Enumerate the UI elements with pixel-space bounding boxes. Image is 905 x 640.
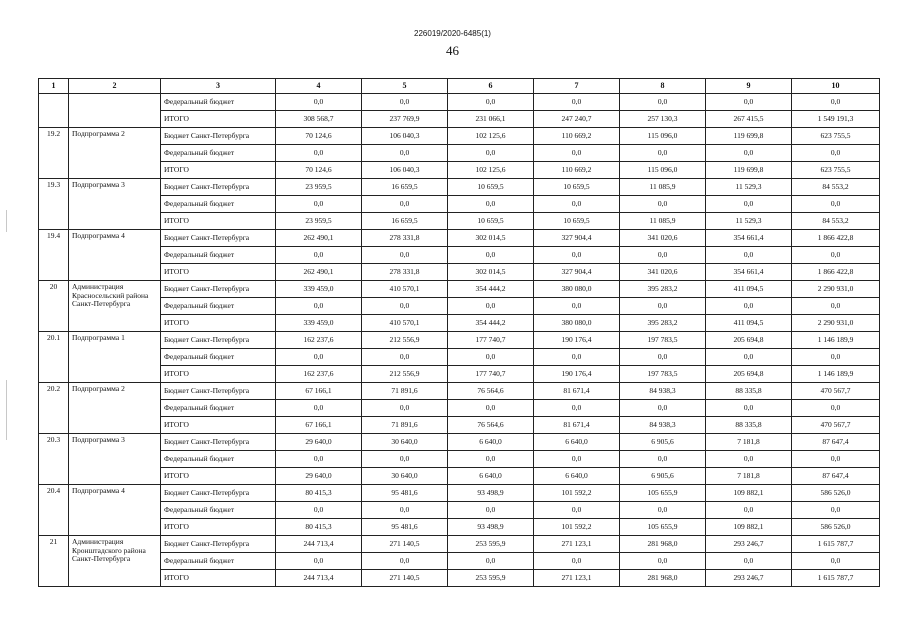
- amount-cell: 271 140,5: [362, 570, 448, 587]
- table-row: [39, 451, 880, 468]
- amount-cell: 0,0: [792, 196, 880, 213]
- table-row: [39, 553, 880, 570]
- amount-cell: 88 335,8: [706, 383, 792, 400]
- amount-cell: 10 659,5: [534, 179, 620, 196]
- amount-cell: 278 331,8: [362, 230, 448, 247]
- amount-cell: 102 125,6: [448, 128, 534, 145]
- amount-cell: 0,0: [620, 247, 706, 264]
- budget-source: Бюджет Санкт-Петербурга: [161, 179, 276, 196]
- amount-cell: 0,0: [792, 349, 880, 366]
- budget-source: Федеральный бюджет: [161, 502, 276, 519]
- table-row: [39, 366, 880, 383]
- amount-cell: 71 891,6: [362, 383, 448, 400]
- table-row: [39, 536, 880, 553]
- amount-cell: 0,0: [706, 553, 792, 570]
- amount-cell: 0,0: [276, 247, 362, 264]
- amount-cell: 84 553,2: [792, 179, 880, 196]
- table-row: [39, 502, 880, 519]
- budget-source: Бюджет Санкт-Петербурга: [161, 536, 276, 553]
- amount-cell: 0,0: [276, 196, 362, 213]
- amount-cell: 0,0: [620, 196, 706, 213]
- amount-cell: 71 891,6: [362, 417, 448, 434]
- amount-cell: 2 290 931,0: [792, 315, 880, 332]
- amount-cell: 0,0: [448, 94, 534, 111]
- table-row: [39, 247, 880, 264]
- amount-cell: 0,0: [362, 349, 448, 366]
- amount-cell: 1 615 787,7: [792, 536, 880, 553]
- amount-cell: 244 713,4: [276, 570, 362, 587]
- budget-source: Бюджет Санкт-Петербурга: [161, 383, 276, 400]
- column-header: 3: [161, 79, 276, 94]
- amount-cell: 88 335,8: [706, 417, 792, 434]
- amount-cell: 0,0: [792, 247, 880, 264]
- amount-cell: 80 415,3: [276, 485, 362, 502]
- budget-source: Федеральный бюджет: [161, 553, 276, 570]
- column-header: 5: [362, 79, 448, 94]
- budget-source: Федеральный бюджет: [161, 349, 276, 366]
- budget-source: Бюджет Санкт-Петербурга: [161, 434, 276, 451]
- budget-source: ИТОГО: [161, 162, 276, 179]
- amount-cell: 95 481,6: [362, 519, 448, 536]
- amount-cell: 253 595,9: [448, 536, 534, 553]
- budget-source: Бюджет Санкт-Петербурга: [161, 332, 276, 349]
- amount-cell: 341 020,6: [620, 264, 706, 281]
- amount-cell: 16 659,5: [362, 179, 448, 196]
- amount-cell: 0,0: [448, 298, 534, 315]
- amount-cell: 0,0: [362, 247, 448, 264]
- amount-cell: 0,0: [534, 502, 620, 519]
- budget-source: ИТОГО: [161, 315, 276, 332]
- amount-cell: 0,0: [706, 298, 792, 315]
- amount-cell: 109 882,1: [706, 519, 792, 536]
- budget-source: ИТОГО: [161, 417, 276, 434]
- amount-cell: 30 640,0: [362, 468, 448, 485]
- amount-cell: 80 415,3: [276, 519, 362, 536]
- amount-cell: 0,0: [362, 298, 448, 315]
- amount-cell: 253 595,9: [448, 570, 534, 587]
- budget-source: Федеральный бюджет: [161, 94, 276, 111]
- amount-cell: 0,0: [276, 298, 362, 315]
- row-number: 20.2: [39, 383, 69, 434]
- amount-cell: 0,0: [448, 553, 534, 570]
- table-row: [39, 315, 880, 332]
- amount-cell: 0,0: [276, 145, 362, 162]
- amount-cell: 70 124,6: [276, 128, 362, 145]
- amount-cell: 0,0: [620, 502, 706, 519]
- amount-cell: 110 669,2: [534, 128, 620, 145]
- table-row: [39, 196, 880, 213]
- amount-cell: 380 080,0: [534, 281, 620, 298]
- table-row: [39, 128, 880, 145]
- amount-cell: 11 085,9: [620, 179, 706, 196]
- amount-cell: 16 659,5: [362, 213, 448, 230]
- amount-cell: 109 882,1: [706, 485, 792, 502]
- amount-cell: 93 498,9: [448, 485, 534, 502]
- table-row: [39, 417, 880, 434]
- amount-cell: 586 526,0: [792, 519, 880, 536]
- amount-cell: 6 905,6: [620, 434, 706, 451]
- amount-cell: 23 959,5: [276, 213, 362, 230]
- amount-cell: 0,0: [706, 502, 792, 519]
- table-row: [39, 230, 880, 247]
- amount-cell: 0,0: [362, 502, 448, 519]
- amount-cell: 0,0: [706, 196, 792, 213]
- budget-source: Бюджет Санкт-Петербурга: [161, 281, 276, 298]
- amount-cell: 87 647,4: [792, 468, 880, 485]
- amount-cell: 81 671,4: [534, 417, 620, 434]
- budget-source: ИТОГО: [161, 264, 276, 281]
- amount-cell: 0,0: [276, 94, 362, 111]
- table-row: [39, 281, 880, 298]
- amount-cell: 6 640,0: [534, 468, 620, 485]
- amount-cell: 10 659,5: [534, 213, 620, 230]
- amount-cell: 0,0: [534, 145, 620, 162]
- table-row: [39, 162, 880, 179]
- amount-cell: 84 938,3: [620, 383, 706, 400]
- document-id: 226019/2020-6485(1): [414, 29, 491, 38]
- row-number: 19.2: [39, 128, 69, 179]
- amount-cell: 11 529,3: [706, 179, 792, 196]
- amount-cell: 0,0: [276, 502, 362, 519]
- amount-cell: 0,0: [362, 94, 448, 111]
- amount-cell: 470 567,7: [792, 417, 880, 434]
- amount-cell: 380 080,0: [534, 315, 620, 332]
- amount-cell: 281 968,0: [620, 536, 706, 553]
- amount-cell: 0,0: [276, 400, 362, 417]
- amount-cell: 0,0: [534, 298, 620, 315]
- amount-cell: 6 640,0: [448, 434, 534, 451]
- table-body: [39, 94, 880, 587]
- amount-cell: 271 140,5: [362, 536, 448, 553]
- program-name: Подпрограмма 4: [69, 230, 161, 281]
- amount-cell: 293 246,7: [706, 536, 792, 553]
- amount-cell: 67 166,1: [276, 383, 362, 400]
- header-row: [39, 79, 880, 94]
- amount-cell: 257 130,3: [620, 111, 706, 128]
- budget-source: Федеральный бюджет: [161, 145, 276, 162]
- program-name: Подпрограмма 2: [69, 128, 161, 179]
- amount-cell: 0,0: [448, 349, 534, 366]
- amount-cell: 0,0: [706, 349, 792, 366]
- table-row: [39, 485, 880, 502]
- amount-cell: 354 444,2: [448, 281, 534, 298]
- table-row: [39, 400, 880, 417]
- amount-cell: 302 014,5: [448, 264, 534, 281]
- amount-cell: 162 237,6: [276, 332, 362, 349]
- table-row: [39, 383, 880, 400]
- amount-cell: 0,0: [362, 553, 448, 570]
- amount-cell: 623 755,5: [792, 128, 880, 145]
- amount-cell: 197 783,5: [620, 366, 706, 383]
- program-name: [69, 94, 161, 128]
- amount-cell: 0,0: [448, 145, 534, 162]
- amount-cell: 0,0: [534, 451, 620, 468]
- amount-cell: 0,0: [620, 94, 706, 111]
- margin-mark: [6, 210, 7, 232]
- amount-cell: 87 647,4: [792, 434, 880, 451]
- amount-cell: 247 240,7: [534, 111, 620, 128]
- amount-cell: 262 490,1: [276, 264, 362, 281]
- budget-source: Федеральный бюджет: [161, 451, 276, 468]
- amount-cell: 470 567,7: [792, 383, 880, 400]
- amount-cell: 11 085,9: [620, 213, 706, 230]
- row-number: 21: [39, 536, 69, 587]
- amount-cell: 0,0: [620, 553, 706, 570]
- column-header: 7: [534, 79, 620, 94]
- amount-cell: 293 246,7: [706, 570, 792, 587]
- amount-cell: 0,0: [620, 451, 706, 468]
- table-row: [39, 519, 880, 536]
- table-row: [39, 179, 880, 196]
- amount-cell: 278 331,8: [362, 264, 448, 281]
- amount-cell: 244 713,4: [276, 536, 362, 553]
- amount-cell: 302 014,5: [448, 230, 534, 247]
- amount-cell: 0,0: [362, 400, 448, 417]
- amount-cell: 0,0: [792, 553, 880, 570]
- row-number: 19.3: [39, 179, 69, 230]
- amount-cell: 115 096,0: [620, 128, 706, 145]
- budget-source: Федеральный бюджет: [161, 196, 276, 213]
- amount-cell: 410 570,1: [362, 281, 448, 298]
- row-number: [39, 94, 69, 128]
- amount-cell: 354 661,4: [706, 230, 792, 247]
- program-name: Подпрограмма 1: [69, 332, 161, 383]
- amount-cell: 212 556,9: [362, 332, 448, 349]
- amount-cell: 177 740,7: [448, 332, 534, 349]
- amount-cell: 0,0: [534, 247, 620, 264]
- margin-mark: [6, 380, 7, 440]
- column-header: 9: [706, 79, 792, 94]
- amount-cell: 6 640,0: [534, 434, 620, 451]
- amount-cell: 177 740,7: [448, 366, 534, 383]
- table-row: [39, 570, 880, 587]
- amount-cell: 70 124,6: [276, 162, 362, 179]
- amount-cell: 327 904,4: [534, 264, 620, 281]
- program-name: Администрация Кронштадского района Санкт-Петербурга: [69, 536, 161, 587]
- amount-cell: 0,0: [276, 451, 362, 468]
- budget-source: Бюджет Санкт-Петербурга: [161, 230, 276, 247]
- amount-cell: 162 237,6: [276, 366, 362, 383]
- amount-cell: 0,0: [276, 349, 362, 366]
- table-row: [39, 349, 880, 366]
- amount-cell: 110 669,2: [534, 162, 620, 179]
- amount-cell: 205 694,8: [706, 332, 792, 349]
- amount-cell: 106 040,3: [362, 162, 448, 179]
- column-header: 10: [792, 79, 880, 94]
- program-name: Подпрограмма 4: [69, 485, 161, 536]
- amount-cell: 281 968,0: [620, 570, 706, 587]
- amount-cell: 76 564,6: [448, 417, 534, 434]
- budget-table: [38, 78, 880, 587]
- amount-cell: 0,0: [534, 349, 620, 366]
- budget-source: Бюджет Санкт-Петербурга: [161, 128, 276, 145]
- program-name: Подпрограмма 3: [69, 434, 161, 485]
- page-number: 46: [446, 43, 459, 58]
- amount-cell: 339 459,0: [276, 281, 362, 298]
- table-row: [39, 145, 880, 162]
- amount-cell: 197 783,5: [620, 332, 706, 349]
- amount-cell: 0,0: [620, 400, 706, 417]
- amount-cell: 1 866 422,8: [792, 230, 880, 247]
- amount-cell: 101 592,2: [534, 485, 620, 502]
- column-header: 8: [620, 79, 706, 94]
- amount-cell: 23 959,5: [276, 179, 362, 196]
- amount-cell: 106 040,3: [362, 128, 448, 145]
- table-row: [39, 94, 880, 111]
- amount-cell: 0,0: [534, 196, 620, 213]
- amount-cell: 0,0: [534, 94, 620, 111]
- amount-cell: 271 123,1: [534, 536, 620, 553]
- amount-cell: 29 640,0: [276, 434, 362, 451]
- program-name: Подпрограмма 3: [69, 179, 161, 230]
- amount-cell: 29 640,0: [276, 468, 362, 485]
- amount-cell: 308 568,7: [276, 111, 362, 128]
- row-number: 20: [39, 281, 69, 332]
- amount-cell: 231 066,1: [448, 111, 534, 128]
- budget-source: ИТОГО: [161, 366, 276, 383]
- table-row: [39, 434, 880, 451]
- budget-source: Бюджет Санкт-Петербурга: [161, 485, 276, 502]
- amount-cell: 0,0: [792, 451, 880, 468]
- amount-cell: 411 094,5: [706, 315, 792, 332]
- amount-cell: 327 904,4: [534, 230, 620, 247]
- amount-cell: 0,0: [362, 145, 448, 162]
- table-row: [39, 111, 880, 128]
- column-header: 4: [276, 79, 362, 94]
- table-row: [39, 264, 880, 281]
- amount-cell: 354 444,2: [448, 315, 534, 332]
- amount-cell: 1 866 422,8: [792, 264, 880, 281]
- amount-cell: 586 526,0: [792, 485, 880, 502]
- table-row: [39, 468, 880, 485]
- amount-cell: 101 592,2: [534, 519, 620, 536]
- program-name: Подпрограмма 2: [69, 383, 161, 434]
- row-number: 20.3: [39, 434, 69, 485]
- amount-cell: 93 498,9: [448, 519, 534, 536]
- amount-cell: 6 905,6: [620, 468, 706, 485]
- budget-source: Федеральный бюджет: [161, 298, 276, 315]
- amount-cell: 67 166,1: [276, 417, 362, 434]
- program-name: Администрация Красносельский района Санкт-Петербурга: [69, 281, 161, 332]
- amount-cell: 0,0: [706, 145, 792, 162]
- amount-cell: 102 125,6: [448, 162, 534, 179]
- amount-cell: 119 699,8: [706, 162, 792, 179]
- amount-cell: 354 661,4: [706, 264, 792, 281]
- budget-source: Федеральный бюджет: [161, 400, 276, 417]
- amount-cell: 7 181,8: [706, 468, 792, 485]
- amount-cell: 0,0: [620, 349, 706, 366]
- amount-cell: 395 283,2: [620, 315, 706, 332]
- amount-cell: 411 094,5: [706, 281, 792, 298]
- amount-cell: 0,0: [706, 400, 792, 417]
- amount-cell: 0,0: [534, 553, 620, 570]
- amount-cell: 0,0: [276, 553, 362, 570]
- amount-cell: 105 655,9: [620, 485, 706, 502]
- amount-cell: 262 490,1: [276, 230, 362, 247]
- amount-cell: 0,0: [448, 502, 534, 519]
- table-header: [39, 79, 880, 94]
- budget-source: ИТОГО: [161, 570, 276, 587]
- amount-cell: 623 755,5: [792, 162, 880, 179]
- budget-source: ИТОГО: [161, 213, 276, 230]
- amount-cell: 2 290 931,0: [792, 281, 880, 298]
- amount-cell: 0,0: [792, 400, 880, 417]
- amount-cell: 341 020,6: [620, 230, 706, 247]
- table-row: [39, 213, 880, 230]
- amount-cell: 84 938,3: [620, 417, 706, 434]
- amount-cell: 0,0: [534, 400, 620, 417]
- amount-cell: 237 769,9: [362, 111, 448, 128]
- amount-cell: 1 146 189,9: [792, 366, 880, 383]
- amount-cell: 76 564,6: [448, 383, 534, 400]
- amount-cell: 81 671,4: [534, 383, 620, 400]
- row-number: 19.4: [39, 230, 69, 281]
- table-row: [39, 332, 880, 349]
- budget-source: Федеральный бюджет: [161, 247, 276, 264]
- budget-source: ИТОГО: [161, 519, 276, 536]
- amount-cell: 339 459,0: [276, 315, 362, 332]
- amount-cell: 271 123,1: [534, 570, 620, 587]
- amount-cell: 0,0: [448, 247, 534, 264]
- row-number: 20.1: [39, 332, 69, 383]
- amount-cell: 190 176,4: [534, 332, 620, 349]
- amount-cell: 7 181,8: [706, 434, 792, 451]
- amount-cell: 267 415,5: [706, 111, 792, 128]
- amount-cell: 1 549 191,3: [792, 111, 880, 128]
- amount-cell: 0,0: [706, 247, 792, 264]
- amount-cell: 0,0: [362, 196, 448, 213]
- amount-cell: 0,0: [706, 94, 792, 111]
- budget-source: ИТОГО: [161, 111, 276, 128]
- amount-cell: 190 176,4: [534, 366, 620, 383]
- amount-cell: 0,0: [792, 145, 880, 162]
- amount-cell: 0,0: [448, 451, 534, 468]
- table-row: [39, 298, 880, 315]
- amount-cell: 0,0: [448, 196, 534, 213]
- amount-cell: 11 529,3: [706, 213, 792, 230]
- amount-cell: 6 640,0: [448, 468, 534, 485]
- amount-cell: 0,0: [362, 451, 448, 468]
- amount-cell: 1 146 189,9: [792, 332, 880, 349]
- column-header: 2: [69, 79, 161, 94]
- amount-cell: 10 659,5: [448, 213, 534, 230]
- amount-cell: 0,0: [620, 298, 706, 315]
- amount-cell: 0,0: [792, 502, 880, 519]
- amount-cell: 0,0: [706, 451, 792, 468]
- row-number: 20.4: [39, 485, 69, 536]
- amount-cell: 0,0: [792, 94, 880, 111]
- amount-cell: 212 556,9: [362, 366, 448, 383]
- column-header: 1: [39, 79, 69, 94]
- column-header: 6: [448, 79, 534, 94]
- amount-cell: 205 694,8: [706, 366, 792, 383]
- amount-cell: 119 699,8: [706, 128, 792, 145]
- amount-cell: 0,0: [448, 400, 534, 417]
- amount-cell: 410 570,1: [362, 315, 448, 332]
- amount-cell: 0,0: [620, 145, 706, 162]
- amount-cell: 395 283,2: [620, 281, 706, 298]
- amount-cell: 84 553,2: [792, 213, 880, 230]
- amount-cell: 1 615 787,7: [792, 570, 880, 587]
- amount-cell: 115 096,0: [620, 162, 706, 179]
- amount-cell: 10 659,5: [448, 179, 534, 196]
- amount-cell: 95 481,6: [362, 485, 448, 502]
- amount-cell: 30 640,0: [362, 434, 448, 451]
- budget-source: ИТОГО: [161, 468, 276, 485]
- amount-cell: 105 655,9: [620, 519, 706, 536]
- amount-cell: 0,0: [792, 298, 880, 315]
